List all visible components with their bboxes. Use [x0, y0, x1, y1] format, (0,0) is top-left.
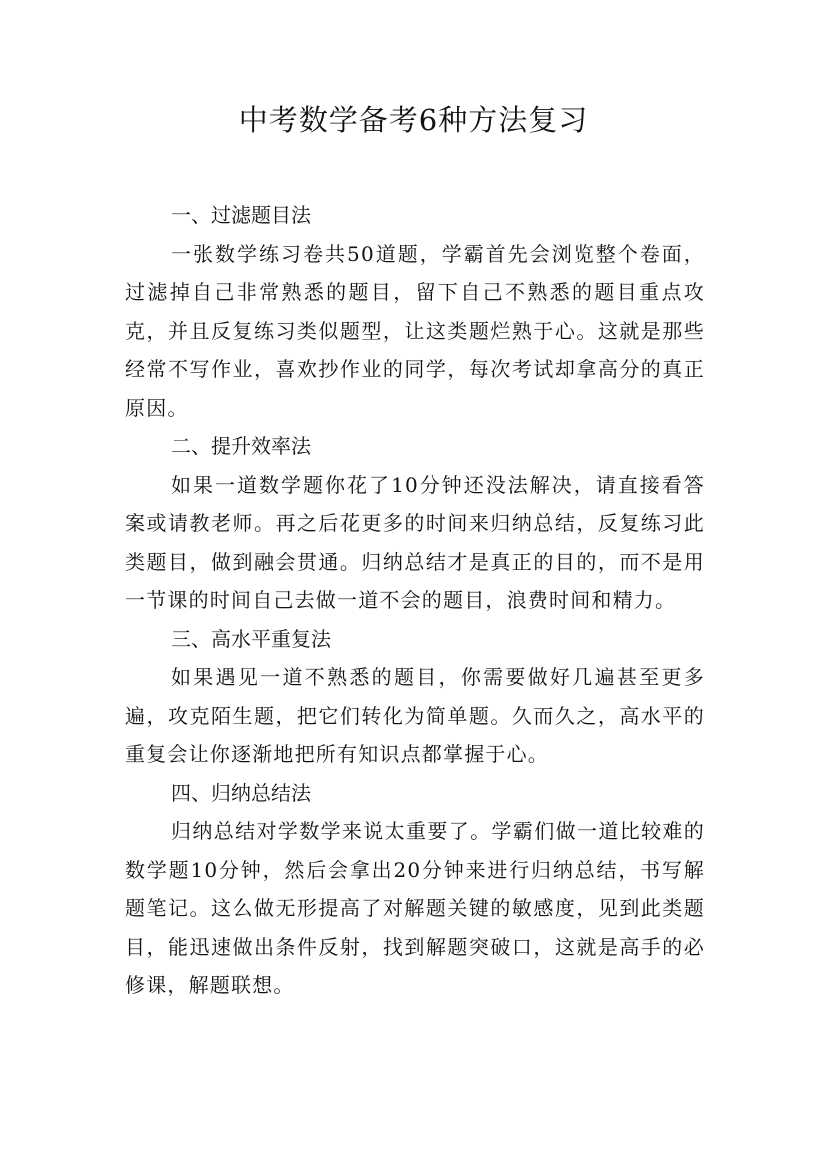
- document-title: 中考数学备考6种方法复习: [238, 103, 589, 137]
- section-heading-2: 二、提升效率法: [171, 434, 311, 458]
- section-heading-4: 四、归纳总结法: [171, 780, 311, 805]
- section-heading-3: 三、高水平重复法: [171, 626, 331, 651]
- section-paragraph-3: 如果遇见一道不熟悉的题目，你需要做好几遍甚至更多遍，攻克陌生题，把它们转化为简单题。久而久之，高水平的重复会让你逐渐地把所有知识点都掌握于心。: [125, 665, 705, 766]
- document-body: [125, 196, 705, 1005]
- section-paragraph-2: 如果一道数学题你花了10分钟还没法解决，请直接看答案或请教老师。再之后花更多的时间来归纳总结，反复练习此类题目，做到融会贯通。归纳总结才是真正的目的，而不是用一节课的时间自己去做一道不会的题目，浪费时间和精力。: [125, 472, 705, 612]
- section-paragraph-4: 归纳总结对学数学来说太重要了。学霸们做一道比较难的数学题10分钟，然后会拿出20分钟来进行归纳总结，书写解题笔记。这么做无形提高了对解题关键的敏感度，见到此类题目，能迅速做出条件反射，找到解题突破口，这就是高手的必修课，解题联想。: [125, 819, 705, 997]
- section-paragraph-1: 一张数学练习卷共50道题，学霸首先会浏览整个卷面，过滤掉自己非常熟悉的题目，留下自己不熟悉的题目重点攻克，并且反复练习类似题型，让这类题烂熟于心。这就是那些经常不写作业，喜欢抄作业的同学，每次考试却拿高分的真正原因。: [125, 241, 705, 420]
- section-heading-1: 一、过滤题目法: [171, 203, 311, 227]
